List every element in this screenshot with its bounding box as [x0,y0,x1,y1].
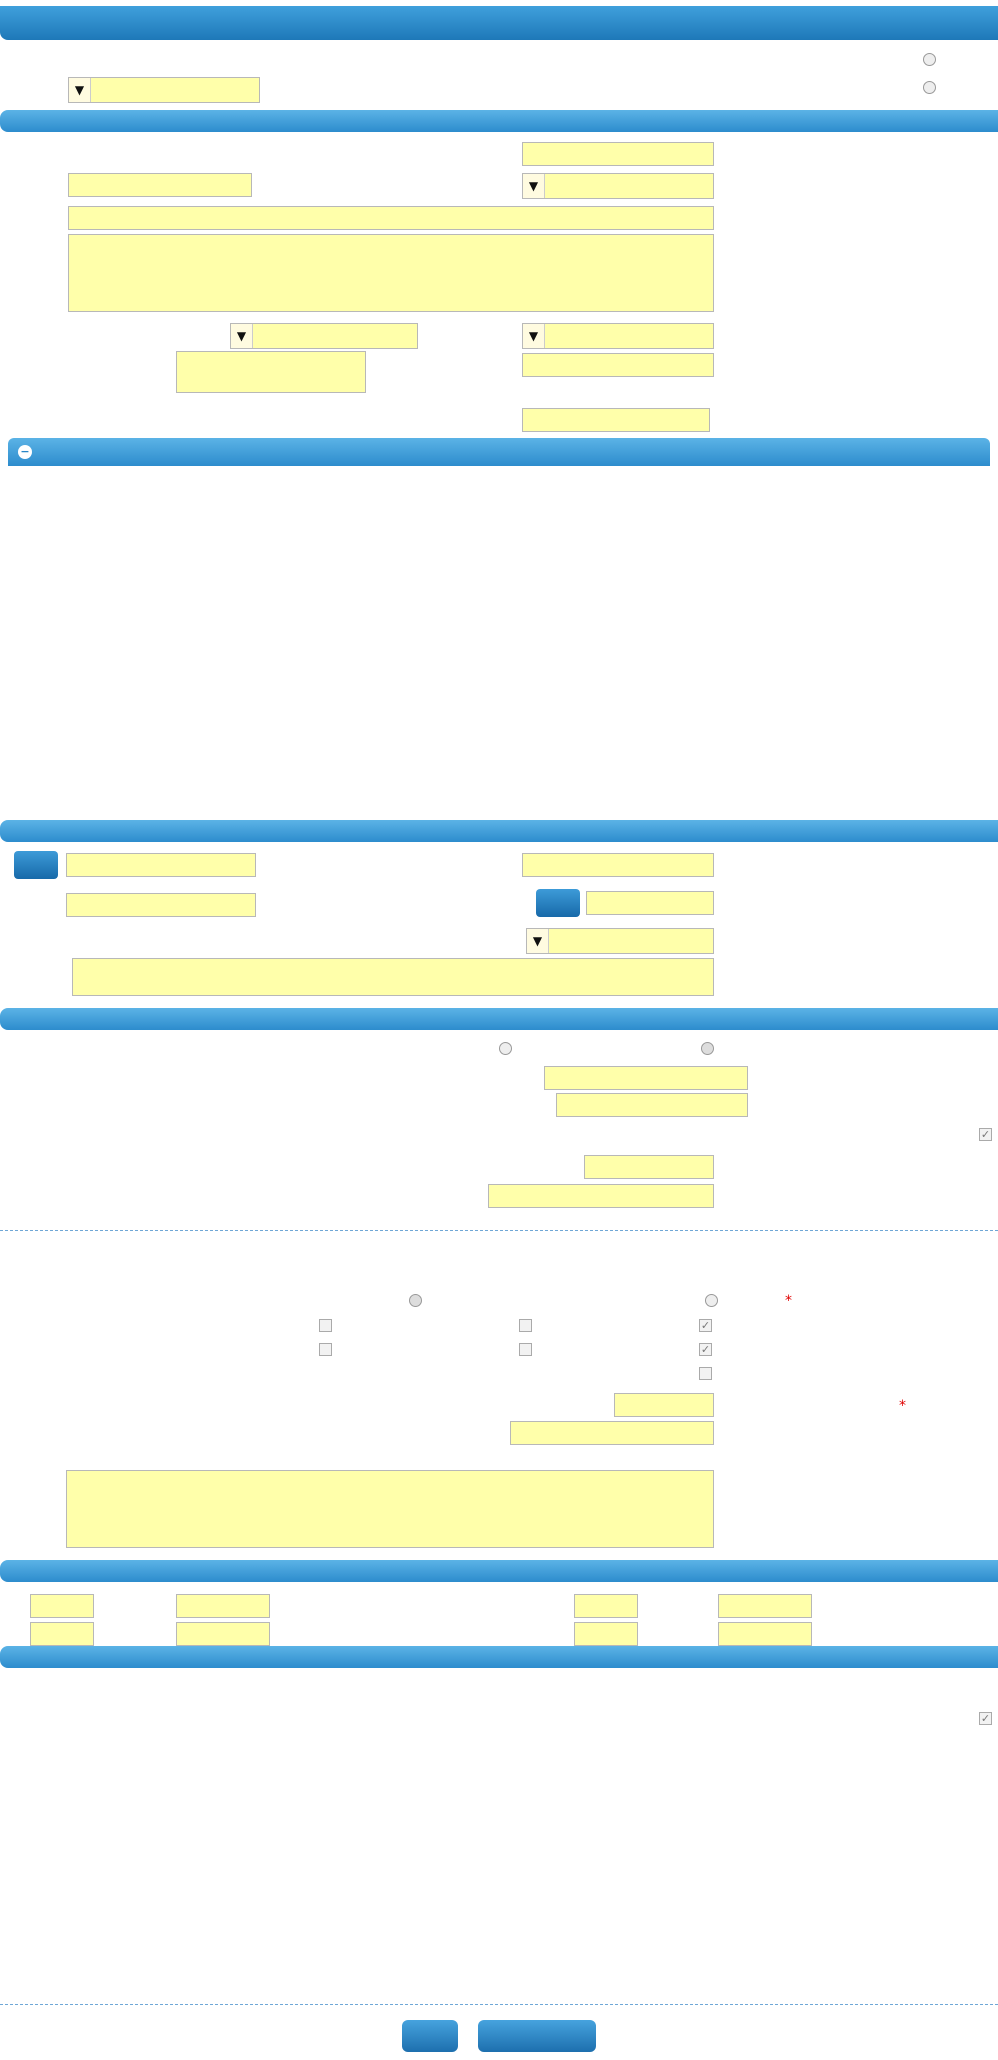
chevron-down-icon: ▼ [231,324,253,348]
divider [0,2004,998,2005]
description-field[interactable] [68,234,714,312]
back-button[interactable] [478,2020,596,2052]
min-score-field[interactable] [522,408,710,432]
unit-field[interactable] [556,1093,748,1117]
ref-select-button[interactable] [536,889,580,917]
postal-field[interactable] [66,893,256,917]
keyword-field[interactable] [68,173,252,197]
deal-type-label: * [785,1293,792,1309]
g7-checkbox[interactable] [699,1367,712,1380]
chevron-down-icon: ▼ [523,324,545,348]
tender-number-field[interactable] [522,142,714,166]
city-select[interactable] [230,323,418,349]
send-time-field[interactable] [30,1594,94,1618]
estimate-field[interactable] [544,1066,748,1090]
new-tender-radio[interactable] [923,53,936,66]
g3-checkbox[interactable] [319,1319,332,1332]
tender-type-select[interactable] [522,173,714,199]
validity-label: * [899,1398,906,1414]
g6-checkbox[interactable] [319,1343,332,1356]
docs-section-header [0,1646,998,1668]
ref-field[interactable] [586,891,714,915]
province-select[interactable] [522,323,714,349]
workshop-select[interactable] [526,928,714,954]
chevron-down-icon: ▼ [69,78,91,102]
g2-checkbox[interactable] [519,1319,532,1332]
g5-checkbox[interactable] [519,1343,532,1356]
valid-date-field[interactable] [176,1622,270,1646]
amount-field[interactable] [510,1421,714,1445]
notes-field[interactable] [66,1470,714,1548]
commit-checkbox[interactable]: ✓ [980,1712,991,1725]
finance-section-header [0,1008,998,1030]
art5-radio[interactable] [705,1294,718,1307]
subject-field[interactable] [68,206,714,230]
print-button[interactable] [402,2020,458,2052]
activity-desc-field[interactable] [176,351,366,393]
page-title [0,6,998,40]
account-field[interactable] [488,1184,714,1208]
general-section-header [0,110,998,132]
prev-number-select[interactable] [68,77,260,103]
resp-select-button[interactable] [14,851,58,879]
divider [0,1230,998,1231]
org-field[interactable] [522,853,714,877]
g4-checkbox[interactable]: ✓ [700,1343,711,1356]
g1-checkbox[interactable]: ✓ [700,1319,711,1332]
open-time-field[interactable] [574,1622,638,1646]
art6-radio[interactable] [409,1294,422,1307]
collapse-icon[interactable]: − [18,445,32,459]
organizer-section-header [0,820,998,842]
chevron-down-icon: ▼ [527,929,549,953]
renewed-tender-radio[interactable] [923,81,936,94]
recv-time-field[interactable] [574,1594,638,1618]
address-field[interactable] [72,958,714,996]
method-option1-radio[interactable] [701,1042,714,1055]
treasury-checkbox[interactable]: ✓ [980,1128,991,1141]
validity-field[interactable] [614,1393,714,1417]
send-date-field[interactable] [176,1594,270,1618]
method-option2-radio[interactable] [499,1042,512,1055]
recv-date-field[interactable] [718,1594,812,1618]
activity-section-header [8,438,990,466]
open-date-field[interactable] [718,1622,812,1646]
valid-time-field[interactable] [30,1622,94,1646]
chevron-down-icon: ▼ [523,174,545,198]
doc-cost-field[interactable] [584,1155,714,1179]
timing-section-header [0,1560,998,1582]
resp-field[interactable] [66,853,256,877]
category-field[interactable] [522,353,714,377]
